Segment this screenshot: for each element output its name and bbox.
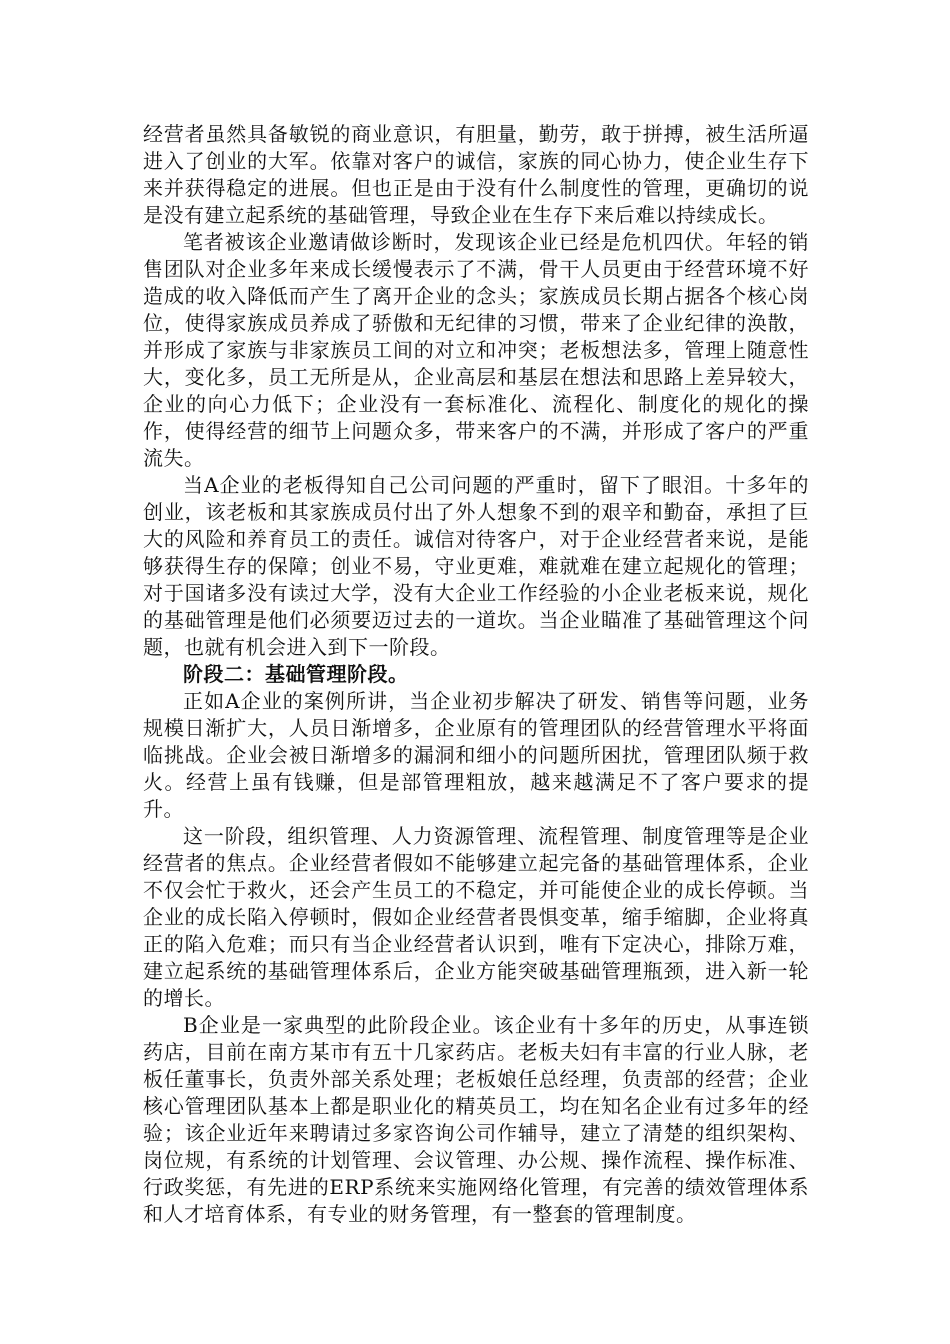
paragraph-continuation: 经营者虽然具备敏锐的商业意识，有胆量，勤劳，敢于拼搏，被生活所逼进入了创业的大军。依靠对客户的诚信，家族的同心协力，使企业生存下来并获得稳定的进展。但也正是由于没有什么制度性的管理，更确切的说是没有建立起系统的基础管理，导致企业在生存下来后难以持续成长。 bbox=[143, 122, 809, 227]
paragraph-stage-two-focus: 这一阶段，组织管理、人力资源管理、流程管理、制度管理等是企业经营者的焦点。企业经营者假如不能够建立起完备的基础管理体系，企业不仅会忙于救火，还会产生员工的不稳定，并可能使企业的成长停顿。当企业的成长陷入停顿时，假如企业经营者畏惧变革，缩手缩脚，企业将真正的陷入危难；而只有当企业经营者认识到，唯有下定决心，排除万难，建立起系统的基础管理体系后，企业方能突破基础管理瓶颈，进入新一轮的增长。 bbox=[143, 824, 809, 1010]
paragraph-diagnosis: 笔者被该企业邀请做诊断时，发现该企业已经是危机四伏。年轻的销售团队对企业多年来成长缓慢表示了不满，骨干人员更由于经营环境不好造成的收入降低而产生了离开企业的念头；家族成员长期占据各个核心岗位，使得家族成员养成了骄傲和无纪律的习惯，带来了企业纪律的涣散，并形成了家族与非家族员工间的对立和冲突；老板想法多，管理上随意性大，变化多，员工无所是从，企业高层和基层在想法和思路上差异较大，企业的向心力低下；企业没有一套标准化、流程化、制度化的规化的操作，使得经营的细节上问题众多，带来客户的不满，并形成了客户的严重流失。 bbox=[143, 230, 809, 470]
paragraph-owner-reflection: 当A企业的老板得知自己公司问题的严重时，留下了眼泪。十多年的创业，该老板和其家族成员付出了外人想象不到的艰辛和勤奋，承担了巨大的风险和养育员工的责任。诚信对待客户，对于企业经营者来说，是能够获得生存的保障；创业不易，守业更难，难就难在建立起规化的管理；对于国诸多没有读过大学，没有大企业工作经验的小企业老板来说，规化的基础管理是他们必须要迈过去的一道坎。当企业瞄准了基础管理这个问题，也就有机会进入到下一阶段。 bbox=[143, 473, 809, 659]
document-body bbox=[143, 121, 809, 1228]
paragraph-company-b: B企业是一家典型的此阶段企业。该企业有十多年的历史，从事连锁药店，目前在南方某市有五十几家药店。老板夫妇有丰富的行业人脉，老板任董事长，负责外部关系处理；老板娘任总经理，负责部的经营；企业核心管理团队基本上都是职业化的精英员工，均在知名企业有过多年的经验；该企业近年来聘请过多家咨询公司作辅导，建立了清楚的组织架构、岗位规，有系统的计划管理、会议管理、办公规、操作流程、操作标准、行政奖惩，有先进的ERP系统来实施网络化管理，有完善的绩效管理体系和人才培育体系，有专业的财务管理，有一整套的管理制度。 bbox=[143, 1013, 809, 1226]
paragraph-stage-two-intro: 正如A企业的案例所讲，当企业初步解决了研发、销售等问题，业务规模日渐扩大，人员日渐增多，企业原有的管理团队的经营管理水平将面临挑战。企业会被日渐增多的漏洞和细小的问题所困扰，管理团队频于救火。经营上虽有钱赚，但是部管理粗放，越来越满足不了客户要求的提升。 bbox=[143, 689, 809, 821]
section-heading: 阶段二：基础管理阶段。 bbox=[183, 662, 409, 686]
